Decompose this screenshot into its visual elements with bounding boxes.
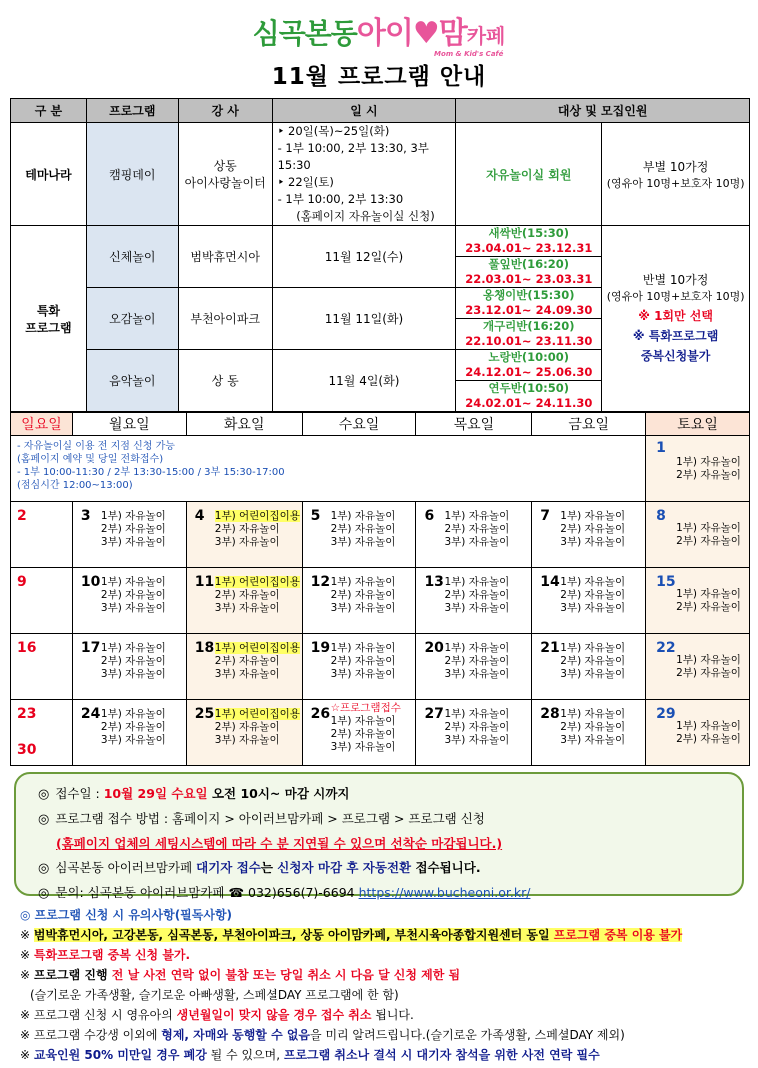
day-slots bbox=[444, 642, 509, 681]
notice-line: (점심시간 12:00~13:00) bbox=[17, 480, 133, 491]
slot-highlight: 1부) 어린이집이용 bbox=[214, 576, 300, 588]
calendar-day-6 bbox=[416, 502, 532, 568]
theme-schedule-line: - 1부 10:00, 2부 13:30 bbox=[277, 192, 404, 206]
calendar-day-29 bbox=[646, 700, 750, 766]
warning-text: 프로그램 진행 bbox=[33, 968, 112, 982]
calendar-header bbox=[11, 413, 750, 436]
calendar-day-21 bbox=[532, 634, 646, 700]
slot: 2부) 자유놀이 bbox=[330, 523, 396, 535]
day-slots bbox=[215, 708, 300, 747]
calendar-day-9 bbox=[11, 568, 73, 634]
calendar-day-24 bbox=[72, 700, 186, 766]
day-slots bbox=[101, 642, 166, 681]
calendar-day-17 bbox=[72, 634, 186, 700]
info-line-5 bbox=[38, 881, 720, 906]
slot: 2부) 자유놀이 bbox=[444, 589, 510, 601]
weekday-tue: 화요일 bbox=[186, 413, 302, 436]
day-number: 22 bbox=[656, 640, 676, 656]
day-number: 14 bbox=[540, 574, 560, 590]
warning-text: 될 수 있으며, bbox=[206, 1048, 284, 1062]
day-slots bbox=[560, 576, 625, 615]
slot: 2부) 자유놀이 bbox=[560, 523, 626, 535]
theme-instructor-line1: 상동 bbox=[213, 159, 237, 173]
day-number: 24 bbox=[80, 706, 101, 722]
day-number: 5 bbox=[310, 508, 321, 524]
slot: 1부) 자유놀이 bbox=[560, 576, 626, 588]
special-class bbox=[456, 319, 602, 350]
info-line-2 bbox=[38, 807, 720, 832]
special-instructor-1: 범박휴먼시아 bbox=[178, 226, 272, 288]
theme-capacity-line2: (영유아 10명+보호자 10명) bbox=[606, 176, 745, 190]
program-table bbox=[10, 98, 750, 412]
calendar-day-27 bbox=[416, 700, 532, 766]
notice-line: - 자유놀이실 이용 전 지점 신청 가능 bbox=[17, 441, 175, 452]
slot: 1부) 자유놀이 bbox=[100, 510, 166, 522]
special-capacity bbox=[602, 226, 750, 412]
header-schedule: 일 시 bbox=[272, 99, 456, 123]
special-note2: ※ 특화프로그램 bbox=[632, 329, 719, 343]
special-instructor-3: 상 동 bbox=[178, 350, 272, 412]
special-note1: ※ 1회만 선택 bbox=[638, 309, 713, 323]
info-text: 오전 10시~ 마감 시까지 bbox=[207, 786, 350, 801]
slot: 1부) 자유놀이 bbox=[676, 588, 741, 600]
class-range: 23.12.01~ 24.09.30 bbox=[465, 303, 593, 317]
slot: 2부) 자유놀이 bbox=[330, 728, 396, 740]
day-slots bbox=[560, 708, 625, 747]
special-category-line2: 프로그램 bbox=[25, 320, 72, 335]
program-registration-label: ☆프로그램접수 bbox=[330, 702, 401, 714]
logo-aimam-text: 아이♥맘 bbox=[356, 16, 467, 51]
calendar-week bbox=[11, 700, 750, 766]
day-slots bbox=[676, 720, 741, 746]
slot: 1부) 자유놀이 bbox=[330, 576, 396, 588]
class-name: 새싹반(15:30) bbox=[488, 226, 569, 240]
warning-6 bbox=[20, 1025, 746, 1045]
calendar-week bbox=[11, 436, 750, 502]
info-text: 접수됩니다. bbox=[411, 860, 481, 875]
slot: 1부) 자유놀이 bbox=[100, 642, 166, 654]
day-number: 25 bbox=[194, 706, 215, 722]
slot bbox=[215, 510, 300, 523]
warning-text: ※ 프로그램 수강생 이외에 bbox=[20, 1028, 162, 1042]
calendar-day-18 bbox=[186, 634, 302, 700]
header-target: 대상 및 모집인원 bbox=[456, 99, 750, 123]
bullet-icon: ◎ bbox=[38, 886, 50, 901]
class-name: 옹챙이반(15:30) bbox=[482, 288, 575, 302]
slot: 1부) 자유놀이 bbox=[100, 708, 166, 720]
slot: 1부) 자유놀이 bbox=[444, 510, 510, 522]
info-line-1 bbox=[38, 782, 720, 807]
day-number: 7 bbox=[540, 508, 551, 524]
warning-text: 프로그램 중복 이용 불가 bbox=[553, 928, 683, 942]
slot: 2부) 자유놀이 bbox=[676, 667, 741, 679]
special-program-3: 음악놀이 bbox=[86, 350, 178, 412]
header-program: 프로그램 bbox=[86, 99, 178, 123]
logo-cafe-text: 카페 bbox=[466, 24, 506, 48]
class-range: 22.10.01~ 23.11.30 bbox=[465, 334, 593, 348]
slot: 2부) 자유놀이 bbox=[100, 655, 166, 667]
theme-category: 테마나라 bbox=[11, 123, 87, 226]
warning-text: 형제, 자매와 동행할 수 없음 bbox=[161, 1028, 311, 1042]
special-date-2: 11월 11일(화) bbox=[272, 288, 456, 350]
day-number: 17 bbox=[80, 640, 101, 656]
slot: 2부) 자유놀이 bbox=[214, 721, 280, 733]
special-capacity-line1: 반별 10가정 bbox=[642, 273, 709, 287]
slot bbox=[215, 576, 300, 589]
day-slots bbox=[676, 456, 741, 482]
calendar-day-26 bbox=[302, 700, 416, 766]
day-number: 15 bbox=[656, 574, 676, 590]
warning-text: 을 미리 알려드립니다.(슬기로운 가족생활, 스페셜DAY 제외) bbox=[310, 1028, 625, 1042]
info-text: 대기자 접수 bbox=[196, 860, 261, 875]
theme-schedule-line: ‣ 22일(토) bbox=[277, 175, 334, 189]
day-slots bbox=[331, 576, 396, 615]
warning-text: 생년월일이 맞지 않을 경우 접수 취소 bbox=[176, 1008, 372, 1022]
class-range: 23.04.01~ 23.12.31 bbox=[465, 241, 593, 255]
slot: 1부) 자유놀이 bbox=[330, 510, 396, 522]
theme-schedule-line: (홈페이지 자유놀이실 신청) bbox=[296, 209, 435, 223]
warning-2 bbox=[20, 945, 746, 965]
day-slots bbox=[101, 708, 166, 747]
warning-mark: ※ bbox=[20, 968, 34, 982]
weekday-sat: 토요일 bbox=[646, 413, 750, 436]
slot: 1부) 자유놀이 bbox=[444, 642, 510, 654]
calendar-day-11 bbox=[186, 568, 302, 634]
class-name: 연두반(10:50) bbox=[488, 381, 569, 395]
info-box bbox=[14, 772, 744, 901]
slot: 2부) 자유놀이 bbox=[560, 589, 626, 601]
slot: 1부) 자유놀이 bbox=[676, 522, 741, 534]
day-number: 8 bbox=[656, 508, 666, 524]
special-capacity-line2: (영유아 10명+보호자 10명) bbox=[606, 290, 745, 303]
special-date-3: 11월 4일(화) bbox=[272, 350, 456, 412]
calendar-day-4 bbox=[186, 502, 302, 568]
slot: 1부) 자유놀이 bbox=[330, 642, 396, 654]
day-slots bbox=[101, 576, 166, 615]
weekday-fri: 금요일 bbox=[532, 413, 646, 436]
theme-schedule-line: - 1부 10:00, 2부 13:30, 3부 15:30 bbox=[277, 141, 429, 172]
slot: 2부) 자유놀이 bbox=[560, 655, 626, 667]
slot: 3부) 자유놀이 bbox=[560, 602, 626, 614]
slot: 1부) 자유놀이 bbox=[676, 456, 741, 468]
day-number: 13 bbox=[424, 574, 444, 590]
day-number: 19 bbox=[310, 640, 331, 656]
calendar-week bbox=[11, 502, 750, 568]
slot: 1부) 자유놀이 bbox=[100, 576, 166, 588]
info-date: 10월 29일 수요일 bbox=[103, 786, 208, 801]
calendar-day-2 bbox=[11, 502, 73, 568]
day-number: 10 bbox=[80, 574, 101, 590]
slot: 1부) 자유놀이 bbox=[444, 576, 510, 588]
theme-row bbox=[11, 123, 750, 226]
calendar-day-3 bbox=[72, 502, 186, 568]
notice-line: (홈페이지 예약 및 당일 전화접수) bbox=[17, 454, 164, 465]
day-slots bbox=[676, 588, 741, 614]
slot: 1부) 자유놀이 bbox=[676, 720, 741, 732]
slot: 3부) 자유놀이 bbox=[444, 536, 510, 548]
warning-text: 프로그램 취소나 결석 시 대기자 참석을 위한 사전 연락 필수 bbox=[283, 1048, 600, 1062]
calendar-day-5 bbox=[302, 502, 416, 568]
theme-schedule bbox=[272, 123, 456, 226]
day-slots bbox=[560, 642, 625, 681]
special-date-1-text: 11월 12일(수) bbox=[324, 250, 404, 264]
calendar-day-1 bbox=[646, 436, 750, 502]
special-class bbox=[456, 288, 602, 319]
calendar-day-19 bbox=[302, 634, 416, 700]
special-instructor-2: 부천아이파크 bbox=[178, 288, 272, 350]
day-slots bbox=[331, 642, 396, 681]
theme-capacity bbox=[602, 123, 750, 226]
slot: 3부) 자유놀이 bbox=[330, 602, 396, 614]
special-program-2: 오감놀이 bbox=[86, 288, 178, 350]
calendar-week bbox=[11, 568, 750, 634]
slot: 2부) 자유놀이 bbox=[676, 601, 741, 613]
slot: 3부) 자유놀이 bbox=[100, 602, 166, 614]
class-range: 22.03.01~ 23.03.31 bbox=[465, 272, 593, 286]
info-text: 신청자 마감 후 자동전환 bbox=[277, 860, 412, 875]
calendar-day-10 bbox=[72, 568, 186, 634]
warning-text: 범박휴먼시아, 고강본동, 심곡본동, 부천아이파크, 상동 아이맘카페, 부천시육아종합지원센터 동일 bbox=[33, 928, 554, 942]
class-range: 24.02.01~ 24.11.30 bbox=[465, 396, 593, 410]
special-class bbox=[456, 381, 602, 412]
day-slots bbox=[444, 708, 509, 747]
special-class bbox=[456, 350, 602, 381]
class-name: 풀잎반(16:20) bbox=[488, 257, 569, 271]
info-text: 접수일 : bbox=[55, 786, 104, 801]
day-number: 4 bbox=[194, 508, 205, 524]
slot bbox=[215, 708, 300, 721]
slot: 3부) 자유놀이 bbox=[560, 536, 626, 548]
theme-instructor-line2: 아이사랑놀이터 bbox=[184, 176, 266, 190]
info-text: 심곡본동 아이러브맘카페 bbox=[55, 860, 197, 875]
page-title: 11월 프로그램 안내 bbox=[271, 64, 487, 90]
calendar-week bbox=[11, 634, 750, 700]
slot: 2부) 자유놀이 bbox=[676, 469, 741, 481]
warning-1 bbox=[20, 925, 746, 945]
weekday-sun: 일요일 bbox=[11, 413, 73, 436]
slot: 1부) 자유놀이 bbox=[560, 708, 626, 720]
slot-highlight: 1부) 어린이집이용 bbox=[214, 510, 300, 522]
day-slots bbox=[215, 576, 300, 615]
calendar-day-15 bbox=[646, 568, 750, 634]
warnings-heading: ◎ 프로그램 신청 시 유의사항(필독사항) bbox=[20, 908, 233, 922]
slot: 3부) 자유놀이 bbox=[330, 536, 396, 548]
day-slots bbox=[101, 510, 166, 549]
slot: 2부) 자유놀이 bbox=[214, 589, 280, 601]
slot: 2부) 자유놀이 bbox=[444, 523, 510, 535]
warning-7 bbox=[20, 1045, 746, 1065]
slot: 2부) 자유놀이 bbox=[676, 733, 741, 745]
notice-line: - 1부 10:00-11:30 / 2부 13:30-15:00 / 3부 15:30-17:00 bbox=[17, 467, 285, 478]
program-table-header bbox=[11, 99, 750, 123]
slot: 3부) 자유놀이 bbox=[214, 602, 280, 614]
theme-capacity-line1: 부별 10가정 bbox=[642, 159, 709, 174]
day-slots bbox=[215, 510, 300, 549]
day-number: 26 bbox=[310, 706, 331, 722]
slot: 3부) 자유놀이 bbox=[330, 741, 396, 753]
theme-schedule-line: ‣ 20일(목)~25일(화) bbox=[277, 124, 390, 138]
day-slots bbox=[444, 510, 509, 549]
day-slots bbox=[215, 642, 300, 681]
day-number: 16 bbox=[17, 640, 37, 656]
info-line-3: (홈페이지 업체의 세팅시스템에 따라 수 분 지연될 수 있으며 선착순 마감됩니다.) bbox=[56, 836, 503, 851]
calendar-day-7 bbox=[532, 502, 646, 568]
warning-3 bbox=[20, 965, 746, 985]
day-slots bbox=[676, 654, 741, 680]
slot: 2부) 자유놀이 bbox=[330, 655, 396, 667]
warning-mark: ※ bbox=[20, 1048, 34, 1062]
day-number: 28 bbox=[540, 706, 560, 722]
header-category: 구 분 bbox=[11, 99, 87, 123]
day-slots bbox=[560, 510, 625, 549]
warning-5 bbox=[20, 1005, 746, 1025]
calendar-day-8 bbox=[646, 502, 750, 568]
slot: 3부) 자유놀이 bbox=[214, 536, 280, 548]
slot: 2부) 자유놀이 bbox=[444, 655, 510, 667]
weekday-mon: 월요일 bbox=[72, 413, 186, 436]
special-note3: 중복신청불가 bbox=[640, 349, 711, 363]
slot: 1부) 자유놀이 bbox=[330, 715, 396, 727]
day-number: 23 bbox=[17, 706, 37, 722]
day-number: 21 bbox=[540, 640, 560, 656]
slot: 3부) 자유놀이 bbox=[444, 602, 510, 614]
calendar-day-22 bbox=[646, 634, 750, 700]
calendar-day-16 bbox=[11, 634, 73, 700]
slot: 2부) 자유놀이 bbox=[214, 655, 280, 667]
slot: 2부) 자유놀이 bbox=[676, 535, 741, 547]
warning-text: 특화프로그램 중복 신청 불가. bbox=[33, 948, 191, 962]
calendar-day-23 bbox=[11, 700, 73, 766]
class-name: 노랑반(10:00) bbox=[488, 350, 569, 364]
day-number: 18 bbox=[194, 640, 215, 656]
class-name: 개구리반(16:20) bbox=[482, 319, 575, 333]
slot: 3부) 자유놀이 bbox=[444, 734, 510, 746]
info-text: 프로그램 접수 방법 : 홈페이지 > 아이러브맘카페 > 프로그램 > 프로그램 신청 bbox=[55, 811, 485, 826]
day-number: 6 bbox=[424, 508, 435, 524]
calendar bbox=[10, 412, 750, 766]
day-number: 1 bbox=[656, 440, 666, 456]
slot: 1부) 자유놀이 bbox=[444, 708, 510, 720]
warning-text: 됩니다. bbox=[371, 1008, 414, 1022]
weekday-wed: 수요일 bbox=[302, 413, 416, 436]
calendar-notice bbox=[11, 436, 646, 502]
day-number: 11 bbox=[194, 574, 215, 590]
special-class bbox=[456, 257, 602, 288]
slot: 3부) 자유놀이 bbox=[560, 734, 626, 746]
slot: 3부) 자유놀이 bbox=[100, 668, 166, 680]
day-number: 27 bbox=[424, 706, 444, 722]
slot: 2부) 자유놀이 bbox=[444, 721, 510, 733]
day-number: 12 bbox=[310, 574, 331, 590]
day-slots bbox=[676, 522, 741, 548]
slot: 3부) 자유놀이 bbox=[330, 668, 396, 680]
special-category bbox=[11, 226, 87, 412]
logo-subtitle: Mom & Kid's Café bbox=[434, 50, 504, 58]
logo bbox=[0, 8, 758, 56]
slot: 1부) 자유놀이 bbox=[560, 642, 626, 654]
day-number: 9 bbox=[17, 574, 27, 590]
slot: 2부) 자유놀이 bbox=[100, 523, 166, 535]
day-number: 30 bbox=[17, 742, 37, 758]
slot: 3부) 자유놀이 bbox=[100, 536, 166, 548]
slot: 2부) 자유놀이 bbox=[100, 721, 166, 733]
slot: 3부) 자유놀이 bbox=[444, 668, 510, 680]
slot: 1부) 자유놀이 bbox=[560, 510, 626, 522]
contact-text: 문의: 심곡본동 아이러브맘카페 ☎ 032)656(7)-6694 bbox=[55, 885, 359, 900]
theme-program: 캠핑데이 bbox=[86, 123, 178, 226]
website-link[interactable]: https://www.bucheoni.or.kr/ bbox=[358, 885, 531, 900]
bullet-icon: ◎ bbox=[38, 812, 50, 827]
day-number: 3 bbox=[80, 508, 91, 524]
special-date-1 bbox=[272, 226, 456, 288]
logo-main-text: 심곡본동 bbox=[252, 17, 357, 50]
slot: 2부) 자유놀이 bbox=[560, 721, 626, 733]
header-instructor: 강 사 bbox=[178, 99, 272, 123]
slot: 3부) 자유놀이 bbox=[560, 668, 626, 680]
class-range: 24.12.01~ 25.06.30 bbox=[465, 365, 593, 379]
day-slots bbox=[444, 576, 509, 615]
day-number: 20 bbox=[424, 640, 444, 656]
special-program-1: 신체놀이 bbox=[86, 226, 178, 288]
slot: 3부) 자유놀이 bbox=[100, 734, 166, 746]
info-text: 는 bbox=[260, 860, 278, 875]
bullet-icon: ◎ bbox=[38, 861, 50, 876]
special-class bbox=[456, 226, 602, 257]
calendar-day-20 bbox=[416, 634, 532, 700]
special-category-line1: 특화 bbox=[36, 303, 61, 318]
slot: 3부) 자유놀이 bbox=[214, 668, 280, 680]
slot-highlight: 1부) 어린이집이용 bbox=[214, 708, 300, 720]
day-slots bbox=[331, 510, 396, 549]
calendar-day-12 bbox=[302, 568, 416, 634]
day-slots bbox=[331, 702, 401, 754]
warning-text: 교육인원 50% 미만일 경우 폐강 bbox=[33, 1048, 207, 1062]
slot: 2부) 자유놀이 bbox=[330, 589, 396, 601]
day-number: 2 bbox=[17, 508, 27, 524]
slot: 1부) 자유놀이 bbox=[676, 654, 741, 666]
calendar-day-25 bbox=[186, 700, 302, 766]
calendar-day-14 bbox=[532, 568, 646, 634]
slot-highlight: 1부) 어린이집이용 bbox=[214, 642, 300, 654]
slot: 3부) 자유놀이 bbox=[214, 734, 280, 746]
warning-mark: ※ bbox=[20, 928, 34, 942]
warning-text: ※ 프로그램 신청 시 영유아의 bbox=[20, 1008, 177, 1022]
calendar-day-13 bbox=[416, 568, 532, 634]
slot bbox=[215, 642, 300, 655]
bullet-icon: ◎ bbox=[38, 787, 50, 802]
theme-instructor bbox=[178, 123, 272, 226]
special-row bbox=[11, 226, 750, 257]
warnings bbox=[20, 905, 746, 1065]
slot: 2부) 자유놀이 bbox=[100, 589, 166, 601]
calendar-day-28 bbox=[532, 700, 646, 766]
slot: 2부) 자유놀이 bbox=[214, 523, 280, 535]
warning-4: (슬기로운 가족생활, 슬기로운 아빠생활, 스페셜DAY 프로그램에 한 함) bbox=[30, 988, 399, 1002]
day-number: 29 bbox=[656, 706, 676, 722]
info-line-4 bbox=[38, 856, 720, 881]
warning-text: 전 날 사전 연락 없이 불참 또는 당일 취소 시 다음 달 신청 제한 됨 bbox=[111, 968, 461, 982]
theme-target: 자유놀이실 회원 bbox=[456, 123, 602, 226]
weekday-thu: 목요일 bbox=[416, 413, 532, 436]
warning-mark: ※ bbox=[20, 948, 34, 962]
